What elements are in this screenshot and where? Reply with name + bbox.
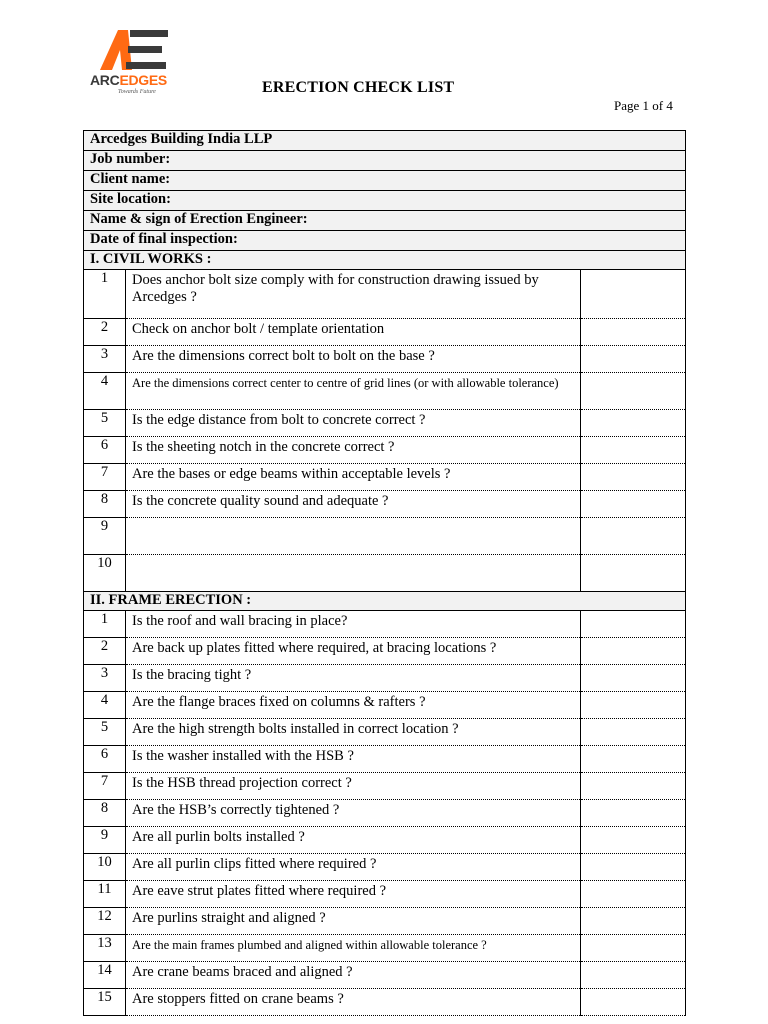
check-question: Are the high strength bolts installed in correct location ? xyxy=(126,719,581,746)
check-question xyxy=(126,555,581,592)
company-name-row: Arcedges Building India LLP xyxy=(84,131,686,151)
site-location-row: Site location: xyxy=(84,191,686,211)
item-number: 11 xyxy=(84,881,126,908)
checklist-row xyxy=(84,773,686,800)
response-cell[interactable] xyxy=(581,881,686,908)
checklist-row xyxy=(84,746,686,773)
response-cell[interactable] xyxy=(581,854,686,881)
item-number: 2 xyxy=(84,319,126,346)
item-number: 8 xyxy=(84,491,126,518)
checklist-row xyxy=(84,373,686,410)
checklist-row xyxy=(84,464,686,491)
checklist-row xyxy=(84,827,686,854)
checklist-row xyxy=(84,319,686,346)
checklist-row xyxy=(84,491,686,518)
response-cell[interactable] xyxy=(581,611,686,638)
check-question: Are the flange braces fixed on columns & rafters ? xyxy=(126,692,581,719)
logo-tagline: Towards Future xyxy=(118,89,156,95)
item-number: 2 xyxy=(84,638,126,665)
item-number: 3 xyxy=(84,665,126,692)
check-question: Are back up plates fitted where required, at bracing locations ? xyxy=(126,638,581,665)
checklist-row xyxy=(84,719,686,746)
logo-e-bar-mid xyxy=(128,46,162,53)
logo-e-bar-bot xyxy=(126,62,166,69)
check-question: Are crane beams braced and aligned ? xyxy=(126,962,581,989)
response-cell[interactable] xyxy=(581,989,686,1016)
item-number: 10 xyxy=(84,555,126,592)
response-cell[interactable] xyxy=(581,773,686,800)
item-number: 7 xyxy=(84,464,126,491)
check-question: Are the dimensions correct center to centre of grid lines (or with allowable tolerance) xyxy=(126,373,581,410)
response-cell[interactable] xyxy=(581,410,686,437)
check-question: Is the concrete quality sound and adequate ? xyxy=(126,491,581,518)
checklist-row xyxy=(84,800,686,827)
logo-wordmark-arc: ARC xyxy=(90,72,120,88)
check-question: Is the HSB thread projection correct ? xyxy=(126,773,581,800)
response-cell[interactable] xyxy=(581,491,686,518)
item-number: 12 xyxy=(84,908,126,935)
erection-checklist-table xyxy=(83,130,686,1016)
response-cell[interactable] xyxy=(581,692,686,719)
logo-wordmark-edges: EDGES xyxy=(119,72,167,88)
response-cell[interactable] xyxy=(581,827,686,854)
checklist-row xyxy=(84,854,686,881)
job-number-row: Job number: xyxy=(84,151,686,171)
check-question: Are all purlin bolts installed ? xyxy=(126,827,581,854)
section-heading-frame-erection: II. FRAME ERECTION : xyxy=(84,592,686,611)
checklist-row xyxy=(84,270,686,319)
item-number: 1 xyxy=(84,611,126,638)
item-number: 10 xyxy=(84,854,126,881)
check-question: Are stoppers fitted on crane beams ? xyxy=(126,989,581,1016)
check-question: Check on anchor bolt / template orientation xyxy=(126,319,581,346)
check-question xyxy=(126,518,581,555)
response-cell[interactable] xyxy=(581,935,686,962)
check-question: Are the dimensions correct bolt to bolt on the base ? xyxy=(126,346,581,373)
check-question: Are purlins straight and aligned ? xyxy=(126,908,581,935)
item-number: 6 xyxy=(84,437,126,464)
item-number: 13 xyxy=(84,935,126,962)
checklist-row xyxy=(84,611,686,638)
checklist-row xyxy=(84,638,686,665)
document-title: ERECTION CHECK LIST xyxy=(262,79,455,96)
response-cell[interactable] xyxy=(581,638,686,665)
logo-wordmark xyxy=(90,72,167,88)
response-cell[interactable] xyxy=(581,319,686,346)
check-question: Are the HSB’s correctly tightened ? xyxy=(126,800,581,827)
item-number: 3 xyxy=(84,346,126,373)
response-cell[interactable] xyxy=(581,464,686,491)
check-question: Is the sheeting notch in the concrete correct ? xyxy=(126,437,581,464)
check-question: Are all purlin clips fitted where required ? xyxy=(126,854,581,881)
checklist-row xyxy=(84,881,686,908)
response-cell[interactable] xyxy=(581,373,686,410)
page-number: Page 1 of 4 xyxy=(614,98,673,113)
checklist-row xyxy=(84,665,686,692)
check-question: Is the roof and wall bracing in place? xyxy=(126,611,581,638)
checklist-row xyxy=(84,410,686,437)
checklist-row xyxy=(84,989,686,1016)
item-number: 9 xyxy=(84,827,126,854)
checklist-row xyxy=(84,692,686,719)
checklist-row xyxy=(84,962,686,989)
check-question: Are the main frames plumbed and aligned within allowable tolerance ? xyxy=(126,935,581,962)
item-number: 9 xyxy=(84,518,126,555)
checklist-row xyxy=(84,518,686,555)
check-question: Are the bases or edge beams within acceptable levels ? xyxy=(126,464,581,491)
item-number: 8 xyxy=(84,800,126,827)
item-number: 5 xyxy=(84,410,126,437)
item-number: 5 xyxy=(84,719,126,746)
response-cell[interactable] xyxy=(581,800,686,827)
response-cell[interactable] xyxy=(581,746,686,773)
response-cell[interactable] xyxy=(581,518,686,555)
checklist-row xyxy=(84,908,686,935)
item-number: 4 xyxy=(84,692,126,719)
response-cell[interactable] xyxy=(581,962,686,989)
check-question: Are eave strut plates fitted where required ? xyxy=(126,881,581,908)
response-cell[interactable] xyxy=(581,346,686,373)
item-number: 14 xyxy=(84,962,126,989)
checklist-row xyxy=(84,555,686,592)
response-cell[interactable] xyxy=(581,555,686,592)
item-number: 7 xyxy=(84,773,126,800)
response-cell[interactable] xyxy=(581,665,686,692)
item-number: 6 xyxy=(84,746,126,773)
checklist-row xyxy=(84,935,686,962)
response-cell[interactable] xyxy=(581,719,686,746)
response-cell[interactable] xyxy=(581,437,686,464)
erection-engineer-row: Name & sign of Erection Engineer: xyxy=(84,211,686,231)
final-inspection-date-row: Date of final inspection: xyxy=(84,231,686,251)
section-heading-civil-works: I. CIVIL WORKS : xyxy=(84,251,686,270)
check-question: Is the bracing tight ? xyxy=(126,665,581,692)
item-number: 1 xyxy=(84,270,126,319)
response-cell[interactable] xyxy=(581,908,686,935)
logo-e-bar-top xyxy=(130,30,168,37)
response-cell[interactable] xyxy=(581,270,686,319)
item-number: 4 xyxy=(84,373,126,410)
checklist-row xyxy=(84,437,686,464)
item-number: 15 xyxy=(84,989,126,1016)
client-name-row: Client name: xyxy=(84,171,686,191)
checklist-row xyxy=(84,346,686,373)
check-question: Is the edge distance from bolt to concrete correct ? xyxy=(126,410,581,437)
check-question: Does anchor bolt size comply with for construction drawing issued by Arcedges ? xyxy=(126,270,581,319)
check-question: Is the washer installed with the HSB ? xyxy=(126,746,581,773)
